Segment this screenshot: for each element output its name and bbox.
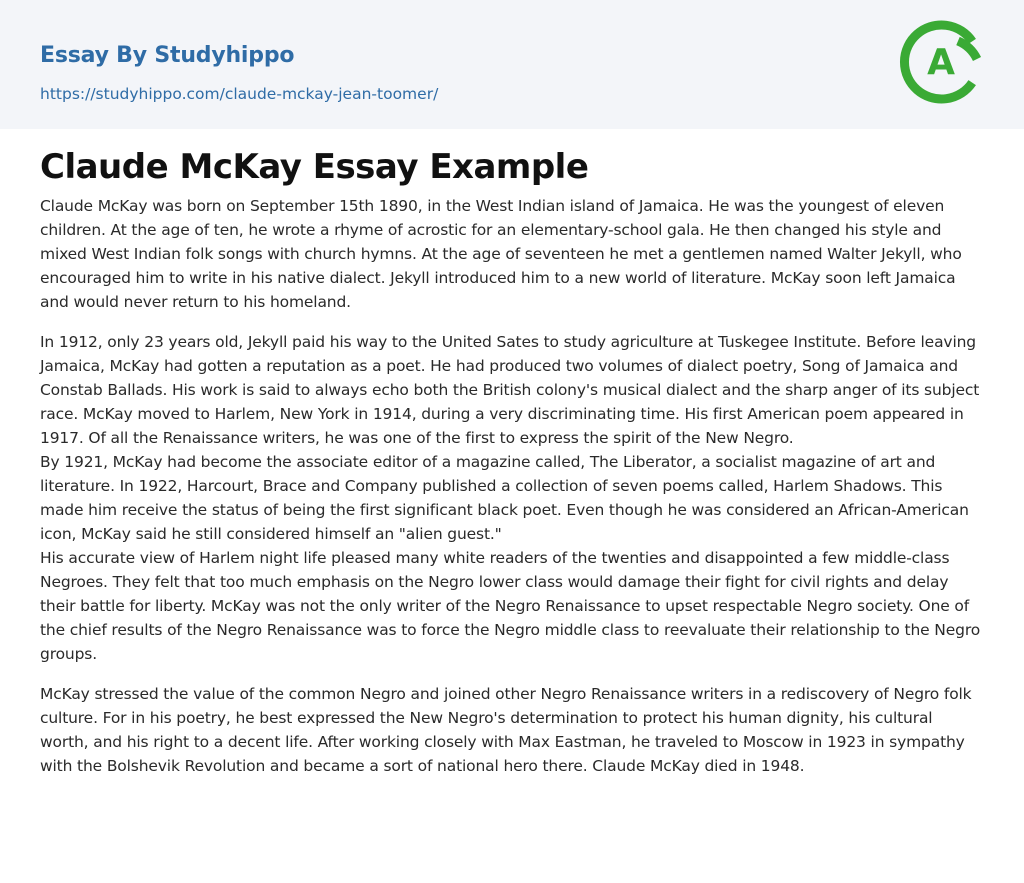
source-url-link[interactable]: https://studyhippo.com/claude-mckay-jean-toomer/ bbox=[40, 85, 439, 103]
brand-title: Essay By Studyhippo bbox=[40, 43, 295, 68]
page-title: Claude McKay Essay Example bbox=[40, 147, 589, 187]
page-header bbox=[0, 0, 1024, 129]
article-paragraph: In 1912, only 23 years old, Jekyll paid his way to the United Sates to study agriculture at Tuskegee Institute. Before leaving Jamaica, McKay had gotten a reputation as a poet. He had produced two volumes of dialect poetry, Song of Jamaica and Constab Ballads. His work is said to always echo both the British colony's musical dialect and the sharp anger of its subject race. McKay moved to Harlem, New York in 1914, during a very discriminating time. His first American poem appeared in 1917. Of all the Renaissance writers, he was one of the first to express the spirit of the New Negro. bbox=[40, 333, 980, 447]
article-paragraph: Claude McKay was born on September 15th 1890, in the West Indian island of Jamaica. He was the youngest of eleven children. At the age of ten, he wrote a rhyme of acrostic for an elementary-school gala. He then changed his style and mixed West Indian folk songs with church hymns. At the age of seventeen he met a gentlemen named Walter Jekyll, who encouraged him to write in his native dialect. Jekyll introduced him to a new world of literature. McKay soon left Jamaica and would never return to his homeland. bbox=[40, 197, 962, 311]
logo-letter: A bbox=[927, 42, 955, 83]
article-paragraph: McKay stressed the value of the common Negro and joined other Negro Renaissance writers in a rediscovery of Negro folk culture. For in his poetry, he best expressed the New Negro's determination to protect his human dignity, his cultural worth, and his right to a decent life. After working closely with Max Eastman, he traveled to Moscow in 1923 in sympathy with the Bolshevik Revolution and became a sort of national hero there. Claude McKay died in 1948. bbox=[40, 685, 972, 775]
article bbox=[0, 129, 1024, 778]
article-paragraph: His accurate view of Harlem night life pleased many white readers of the twenties and disappointed a few middle-class Negroes. They felt that too much emphasis on the Negro lower class would damage their fight for civil rights and delay their battle for liberty. McKay was not the only writer of the Negro Renaissance to upset respectable Negro society. One of the chief results of the Negro Renaissance was to force the Negro middle class to reevaluate their relationship to the Negro groups. bbox=[40, 549, 981, 663]
logo-ring-icon bbox=[898, 19, 984, 105]
studyhippo-logo-icon[interactable] bbox=[898, 19, 984, 105]
article-paragraph: By 1921, McKay had become the associate editor of a magazine called, The Liberator, a socialist magazine of art and literature. In 1922, Harcourt, Brace and Company published a collection of seven poems called, Harlem Shadows. This made him receive the status of being the first significant black poet. Even though he was considered an African-American icon, McKay said he still considered himself an "alien guest." bbox=[40, 453, 969, 543]
